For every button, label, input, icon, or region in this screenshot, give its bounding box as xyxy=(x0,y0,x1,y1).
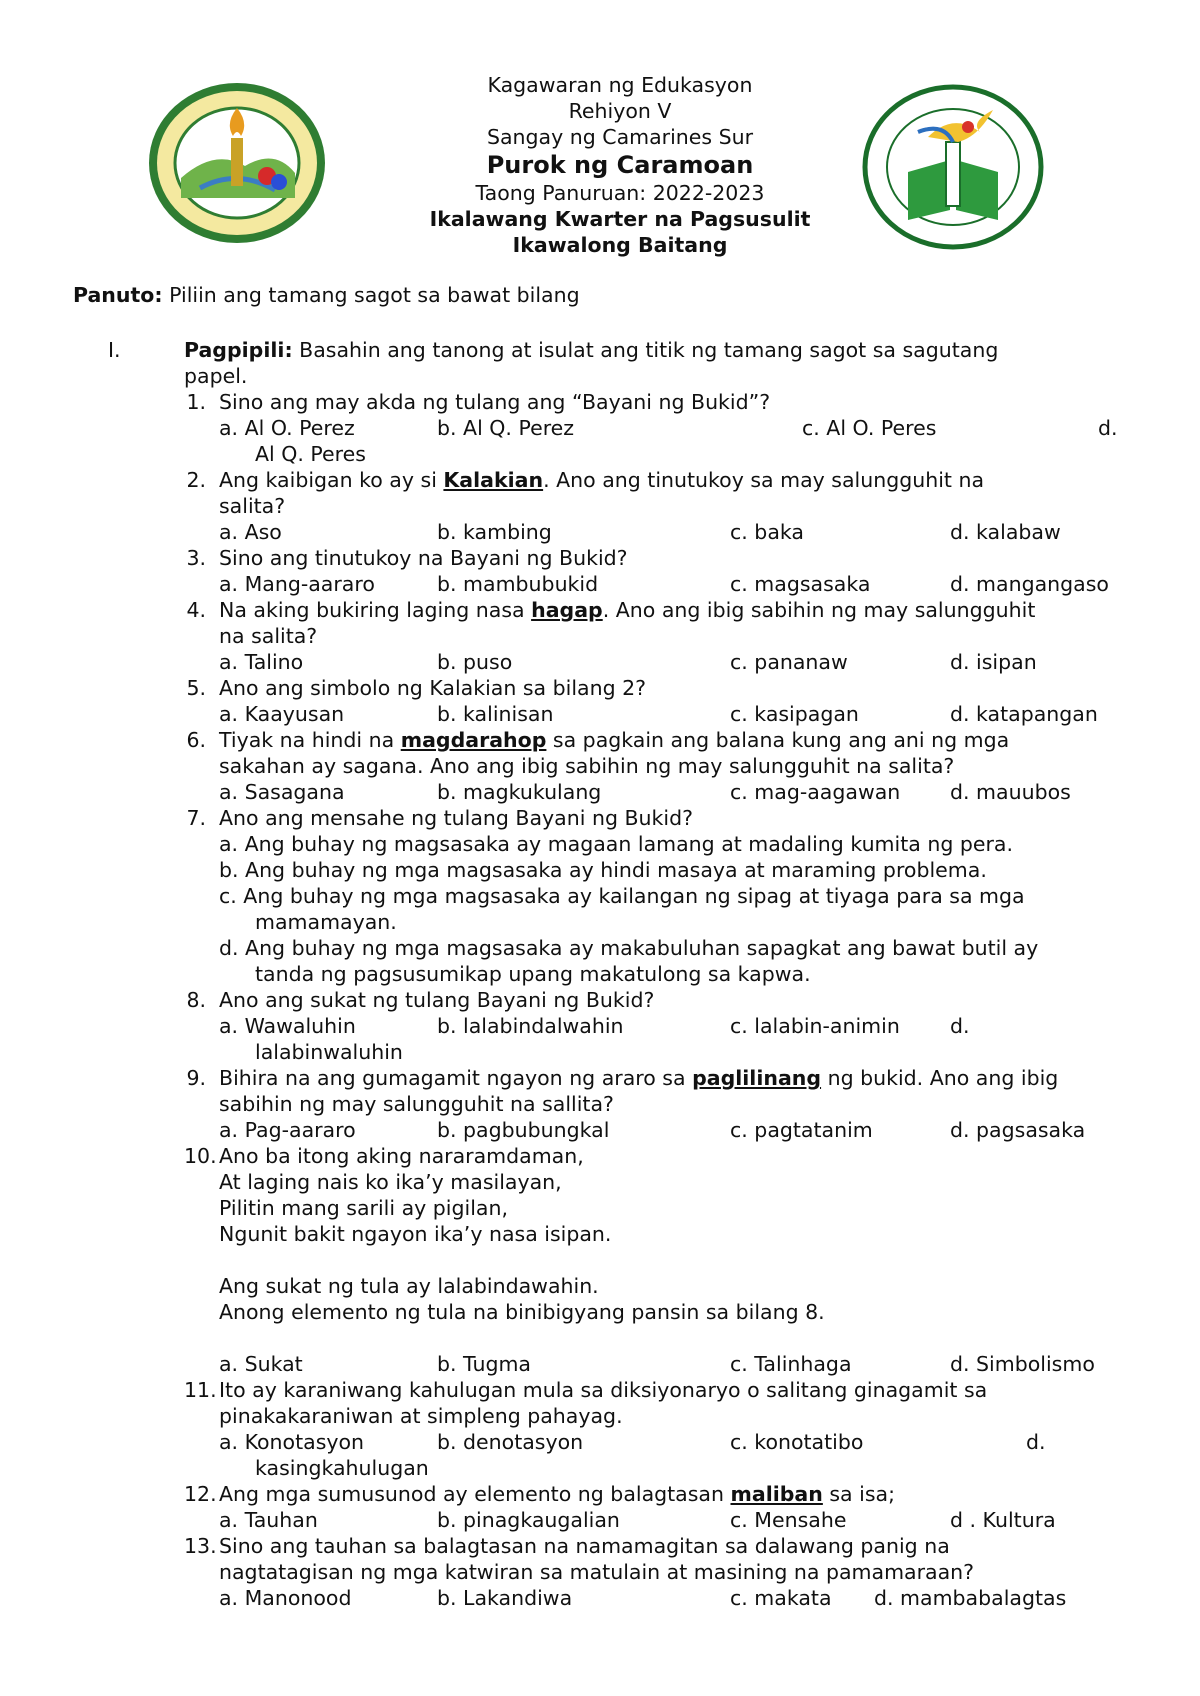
underlined-keyword: magdarahop xyxy=(400,728,547,752)
q11-option-b: b. denotasyon xyxy=(437,1430,584,1454)
q2-option-d: d. kalabaw xyxy=(950,520,1061,544)
question-number: 3. xyxy=(186,546,206,570)
q1-option-b: b. Al Q. Perez xyxy=(437,416,575,440)
question-number: 5. xyxy=(186,676,206,700)
q10-option-d: d. Simbolismo xyxy=(950,1352,1095,1376)
q7-option-d-cont: tanda ng pagsusumikap upang makatulong sa kapwa. xyxy=(255,962,811,986)
q13-option-b: b. Lakandiwa xyxy=(437,1586,573,1610)
question-number: 11. xyxy=(184,1378,217,1402)
q11-option-c: c. konotatibo xyxy=(730,1430,864,1454)
q7-option-a: a. Ang buhay ng magsasaka ay magaan lamang at madaling kumita ng pera. xyxy=(219,832,1013,856)
q10-option-a: a. Sukat xyxy=(219,1352,303,1376)
underlined-keyword: maliban xyxy=(730,1482,823,1506)
q1-option-d-text: Al Q. Peres xyxy=(255,442,366,466)
header-region: Rehiyon V xyxy=(568,99,672,123)
q9-option-a: a. Pag-aararo xyxy=(219,1118,356,1142)
question-13-text-cont: nagtatagisan ng mga katwiran sa matulain at masining na pamamaraan? xyxy=(219,1560,975,1584)
section-roman-numeral: I. xyxy=(108,338,121,362)
question-7-text: Ano ang mensahe ng tulang Bayani ng Bukid? xyxy=(219,806,693,830)
poem-line-3: Pilitin mang sarili ay pigilan, xyxy=(219,1196,508,1220)
q8-option-d-text: lalabinwaluhin xyxy=(255,1040,403,1064)
section-instruction: Basahin ang tanong at isulat ang titik ng tamang sagot sa sagutang xyxy=(299,338,999,362)
question-number: 9. xyxy=(186,1066,206,1090)
section-instruction-cont: papel. xyxy=(184,364,248,388)
directions-label: Panuto: xyxy=(73,283,163,307)
question-number: 8. xyxy=(186,988,206,1012)
underlined-keyword: hagap xyxy=(531,598,603,622)
q6-option-b: b. magkukulang xyxy=(437,780,602,804)
directions xyxy=(73,283,580,307)
header-exam-title: Ikalawang Kwarter na Pagsusulit xyxy=(429,207,811,231)
q9-option-c: c. pagtatanim xyxy=(730,1118,873,1142)
q12-option-b: b. pinagkaugalian xyxy=(437,1508,620,1532)
question-number: 12. xyxy=(184,1482,217,1506)
question-11-text: Ito ay karaniwang kahulugan mula sa diksiyonaryo o salitang ginagamit sa xyxy=(219,1378,988,1402)
q5-option-d: d. katapangan xyxy=(950,702,1098,726)
q3-option-d: d. mangangaso xyxy=(950,572,1109,596)
q3-option-b: b. mambubukid xyxy=(437,572,599,596)
q8-option-d: d. xyxy=(950,1014,970,1038)
q12-option-a: a. Tauhan xyxy=(219,1508,318,1532)
q10-option-b: b. Tugma xyxy=(437,1352,531,1376)
q1-option-d: d. xyxy=(1098,416,1118,440)
q1-option-c: c. Al O. Peres xyxy=(802,416,937,440)
document-header xyxy=(330,72,910,258)
underlined-keyword: paglilinang xyxy=(692,1066,822,1090)
question-9-text-cont: sabihin ng may salungguhit na sallita? xyxy=(219,1092,614,1116)
header-department: Kagawaran ng Edukasyon xyxy=(487,73,753,97)
q7-option-b: b. Ang buhay ng mga magsasaka ay hindi masaya at maraming problema. xyxy=(219,858,987,882)
poem-line-4: Ngunit bakit ngayon ika’y nasa isipan. xyxy=(219,1222,612,1246)
q10-option-c: c. Talinhaga xyxy=(730,1352,852,1376)
q11-option-d: d. xyxy=(1026,1430,1046,1454)
q11-option-d-text: kasingkahulugan xyxy=(255,1456,429,1480)
poem-line-1: Ano ba itong aking nararamdaman, xyxy=(219,1144,584,1168)
q2-option-b: b. kambing xyxy=(437,520,552,544)
schools-division-seal-logo xyxy=(145,78,330,248)
q2-option-c: c. baka xyxy=(730,520,804,544)
header-grade-level: Ikawalong Baitang xyxy=(512,233,728,257)
underlined-keyword: Kalakian xyxy=(443,468,544,492)
q11-option-a: a. Konotasyon xyxy=(219,1430,365,1454)
q8-option-a: a. Wawaluhin xyxy=(219,1014,356,1038)
q7-option-c: c. Ang buhay ng mga magsasaka ay kailangan ng sipag at tiyaga para sa mga xyxy=(219,884,1025,908)
q5-option-a: a. Kaayusan xyxy=(219,702,345,726)
q3-option-c: c. magsasaka xyxy=(730,572,871,596)
question-13-text: Sino ang tauhan sa balagtasan na namamagitan sa dalawang panig na xyxy=(219,1534,950,1558)
q13-option-a: a. Manonood xyxy=(219,1586,352,1610)
header-district: Purok ng Caramoan xyxy=(486,151,754,179)
question-5-text: Ano ang simbolo ng Kalakian sa bilang 2? xyxy=(219,676,647,700)
question-11-text-cont: pinakakaraniwan at simpleng pahayag. xyxy=(219,1404,623,1428)
question-number: 7. xyxy=(186,806,206,830)
question-number: 6. xyxy=(186,728,206,752)
q12-option-d: d . Kultura xyxy=(950,1508,1056,1532)
q3-option-a: a. Mang-aararo xyxy=(219,572,375,596)
q9-option-b: b. pagbubungkal xyxy=(437,1118,610,1142)
poem-line-2: At laging nais ko ika’y masilayan, xyxy=(219,1170,562,1194)
q8-option-b: b. lalabindalwahin xyxy=(437,1014,624,1038)
section-title: Pagpipili: xyxy=(184,338,293,362)
q5-option-c: c. kasipagan xyxy=(730,702,859,726)
q6-option-d: d. mauubos xyxy=(950,780,1071,804)
q6-option-c: c. mag-aagawan xyxy=(730,780,901,804)
q9-option-d: d. pagsasaka xyxy=(950,1118,1086,1142)
question-10-text: Anong elemento ng tula na binibigyang pansin sa bilang 8. xyxy=(219,1300,825,1324)
q7-option-d: d. Ang buhay ng mga magsasaka ay makabuluhan sapagkat ang bawat butil ay xyxy=(219,936,1039,960)
question-10-statement: Ang sukat ng tula ay lalabindawahin. xyxy=(219,1274,599,1298)
q6-option-a: a. Sasagana xyxy=(219,780,345,804)
q4-option-b: b. puso xyxy=(437,650,513,674)
q7-option-c-cont: mamamayan. xyxy=(255,910,397,934)
question-number: 10. xyxy=(184,1144,217,1168)
question-9-text: Bihira na ang gumagamit ngayon ng araro sa paglilinang ng bukid. Ano ang ibig xyxy=(219,1066,1059,1090)
q4-option-c: c. pananaw xyxy=(730,650,848,674)
question-2-text: Ang kaibigan ko ay si Kalakian. Ano ang tinutukoy sa may salungguhit na xyxy=(219,468,985,492)
question-4-text: Na aking bukiring laging nasa hagap. Ano ang ibig sabihin ng may salungguhit xyxy=(219,598,1036,622)
q5-option-b: b. kalinisan xyxy=(437,702,554,726)
header-school-year: Taong Panuruan: 2022-2023 xyxy=(475,181,765,205)
q4-option-d: d. isipan xyxy=(950,650,1037,674)
header-division: Sangay ng Camarines Sur xyxy=(486,125,754,149)
q13-option-d: d. mambabalagtas xyxy=(874,1586,1067,1610)
question-number: 2. xyxy=(186,468,206,492)
question-6-text: Tiyak na hindi na magdarahop sa pagkain ang balana kung ang ani ng mga xyxy=(219,728,1010,752)
section-heading xyxy=(184,337,998,363)
question-1-text: Sino ang may akda ng tulang ang “Bayani ng Bukid”? xyxy=(219,390,771,414)
question-6-text-cont: sakahan ay sagana. Ano ang ibig sabihin ng may salungguhit na salita? xyxy=(219,754,955,778)
question-number: 13. xyxy=(184,1534,217,1558)
question-number: 1. xyxy=(186,390,206,414)
q1-option-a: a. Al O. Perez xyxy=(219,416,355,440)
question-4-text-cont: na salita? xyxy=(219,624,318,648)
q12-option-c: c. Mensahe xyxy=(730,1508,847,1532)
q2-option-a: a. Aso xyxy=(219,520,282,544)
q4-option-a: a. Talino xyxy=(219,650,304,674)
question-number: 4. xyxy=(186,598,206,622)
question-2-text-cont: salita? xyxy=(219,494,286,518)
question-3-text: Sino ang tinutukoy na Bayani ng Bukid? xyxy=(219,546,628,570)
q8-option-c: c. lalabin-animin xyxy=(730,1014,900,1038)
q13-option-c: c. makata xyxy=(730,1586,832,1610)
question-12-text: Ang mga sumusunod ay elemento ng balagtasan maliban sa isa; xyxy=(219,1482,895,1506)
directions-text: Piliin ang tamang sagot sa bawat bilang xyxy=(169,283,580,307)
question-8-text: Ano ang sukat ng tulang Bayani ng Bukid? xyxy=(219,988,655,1012)
